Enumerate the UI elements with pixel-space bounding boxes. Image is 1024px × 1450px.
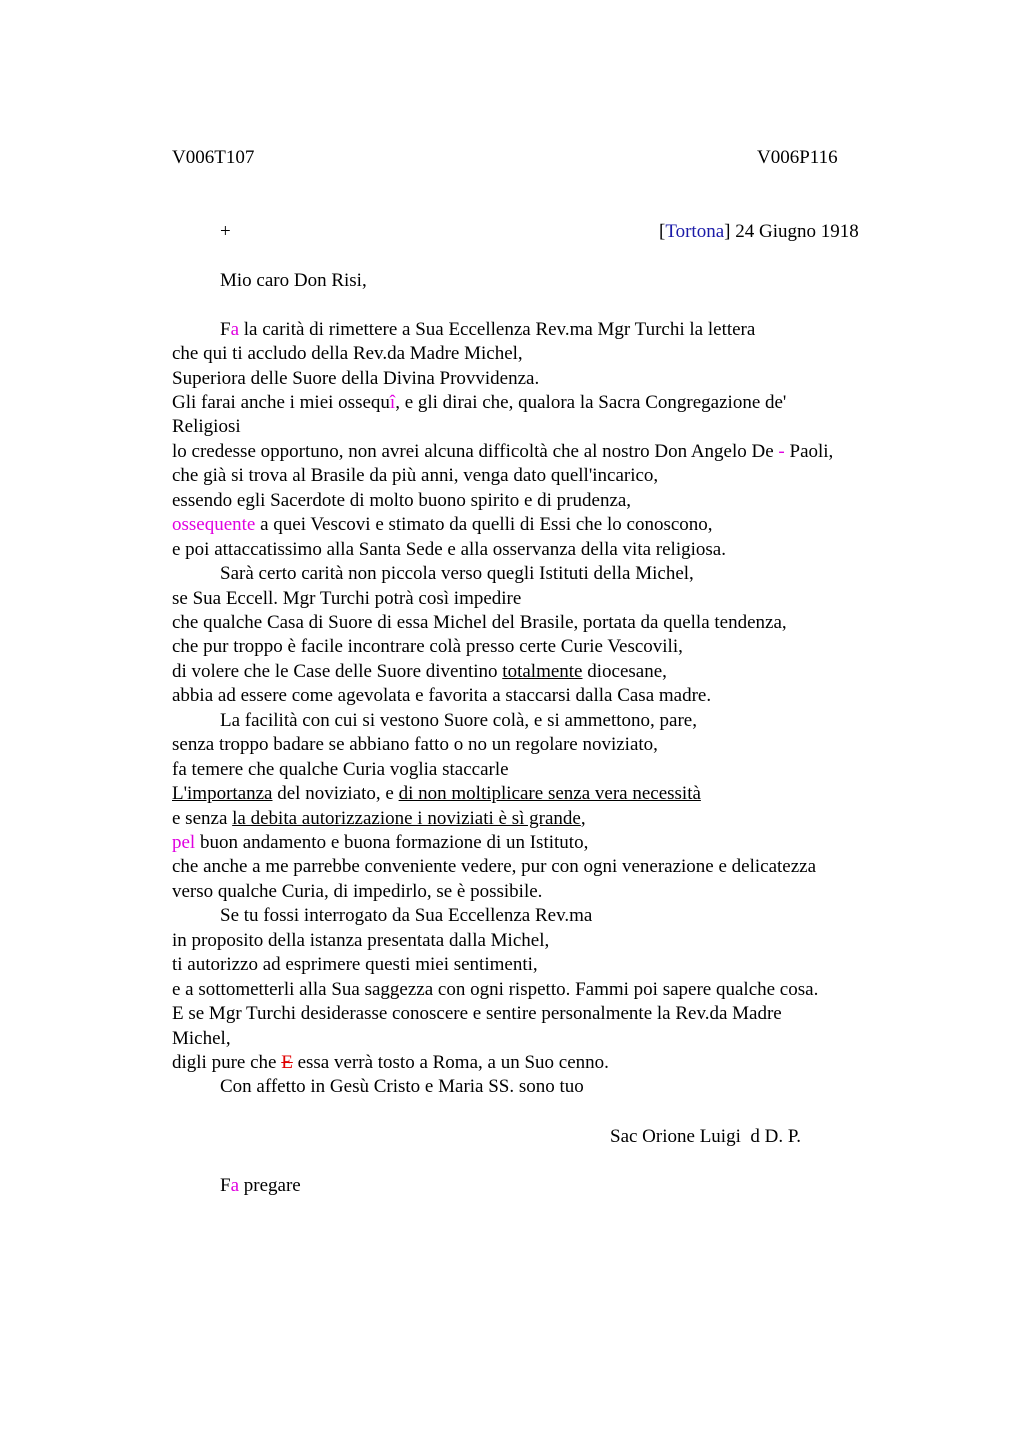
- dateline-bracket-open: [: [659, 221, 666, 242]
- body-line: L'importanza del noviziato, e di non moltiplicare senza vera necessità: [172, 783, 701, 804]
- body-line: La facilità con cui si vestono Suore colà, e si ammettono, pare,: [220, 710, 697, 731]
- dateline: [659, 220, 859, 244]
- body-line: lo credesse opportuno, non avrei alcuna difficoltà che al nostro Don Angelo De - Paoli,: [172, 441, 834, 462]
- volume-code-left: V006T107: [172, 147, 255, 168]
- body-line: Michel,: [172, 1028, 231, 1049]
- body-line: ossequente a quei Vescovi e stimato da quelli di Essi che lo conoscono,: [172, 514, 713, 535]
- body-line: essendo egli Sacerdote di molto buono spirito e di prudenza,: [172, 490, 632, 511]
- postscript: Fa pregare: [220, 1175, 301, 1196]
- body-line: e senza la debita autorizzazione i noviziati è sì grande,: [172, 808, 586, 829]
- underlined-text: di non moltiplicare senza vera necessità: [398, 783, 701, 804]
- body-line: che anche a me parrebbe conveniente vedere, pur con ogni venerazione e delicatezza: [172, 856, 817, 877]
- body-line: verso qualche Curia, di impedirlo, se è possibile.: [172, 881, 543, 902]
- body-line: che già si trova al Brasile da più anni, venga dato quell'incarico,: [172, 465, 659, 486]
- underlined-text: totalmente: [502, 661, 583, 682]
- body-line: e poi attaccatissimo alla Santa Sede e alla osservanza della vita religiosa.: [172, 539, 726, 560]
- editor-insertion: a: [230, 1175, 240, 1196]
- body-line: Religiosi: [172, 416, 241, 437]
- body-line: Se tu fossi interrogato da Sua Eccellenza Rev.ma: [220, 905, 593, 926]
- body-line: fa temere che qualche Curia voglia staccarle: [172, 759, 509, 780]
- body-line: ti autorizzo ad esprimere questi miei sentimenti,: [172, 954, 538, 975]
- salutation: Mio caro Don Risi,: [220, 270, 367, 291]
- body-line: se Sua Eccell. Mgr Turchi potrà così impedire: [172, 588, 522, 609]
- body-line: abbia ad essere come agevolata e favorita a staccarsi dalla Casa madre.: [172, 685, 712, 706]
- body-line: di volere che le Case delle Suore diventino totalmente diocesane,: [172, 661, 667, 682]
- body-line: Superiora delle Suore della Divina Provvidenza.: [172, 368, 540, 389]
- page-code-right: V006P116: [757, 147, 838, 168]
- editor-insertion: î: [389, 392, 396, 413]
- body-line: che qualche Casa di Suore di essa Michel del Brasile, portata da quella tendenza,: [172, 612, 787, 633]
- body-line: Fa la carità di rimettere a Sua Eccellenza Rev.ma Mgr Turchi la lettera: [220, 319, 756, 340]
- underlined-text: la debita autorizzazione i noviziati è sì grande: [232, 808, 581, 829]
- body-line: E se Mgr Turchi desiderasse conoscere e sentire personalmente la Rev.da Madre: [172, 1003, 782, 1024]
- cross-mark: +: [220, 221, 231, 242]
- body-line: che qui ti accludo della Rev.da Madre Michel,: [172, 343, 523, 364]
- editor-insertion: ossequente: [172, 514, 256, 535]
- editor-insertion: pel: [172, 832, 196, 853]
- body-line: digli pure che E essa verrà tosto a Roma, a un Suo cenno.: [172, 1052, 609, 1073]
- dateline-place: Tortona: [665, 221, 725, 242]
- body-line: che pur troppo è facile incontrare colà presso certe Curie Vescovili,: [172, 636, 683, 657]
- body-line: pel buon andamento e buona formazione di un Istituto,: [172, 832, 589, 853]
- signature: Sac Orione Luigi d D. P.: [610, 1126, 802, 1147]
- editor-insertion: -: [778, 441, 785, 462]
- body-line: Gli farai anche i miei ossequî, e gli dirai che, qualora la Sacra Congregazione de': [172, 392, 787, 413]
- body-line: senza troppo badare se abbiano fatto o no un regolare noviziato,: [172, 734, 658, 755]
- underlined-text: L'importanza: [172, 783, 273, 804]
- body-line: Sarà certo carità non piccola verso quegli Istituti della Michel,: [220, 563, 694, 584]
- deleted-text: E: [281, 1052, 293, 1073]
- editor-insertion: a: [230, 319, 240, 340]
- closing-line: Con affetto in Gesù Cristo e Maria SS. sono tuo: [220, 1076, 584, 1097]
- body-line: e a sottometterli alla Sua saggezza con ogni rispetto. Fammi poi sapere qualche cosa.: [172, 979, 819, 1000]
- body-line: in proposito della istanza presentata dalla Michel,: [172, 930, 550, 951]
- dateline-date: ] 24 Giugno 1918: [724, 221, 859, 242]
